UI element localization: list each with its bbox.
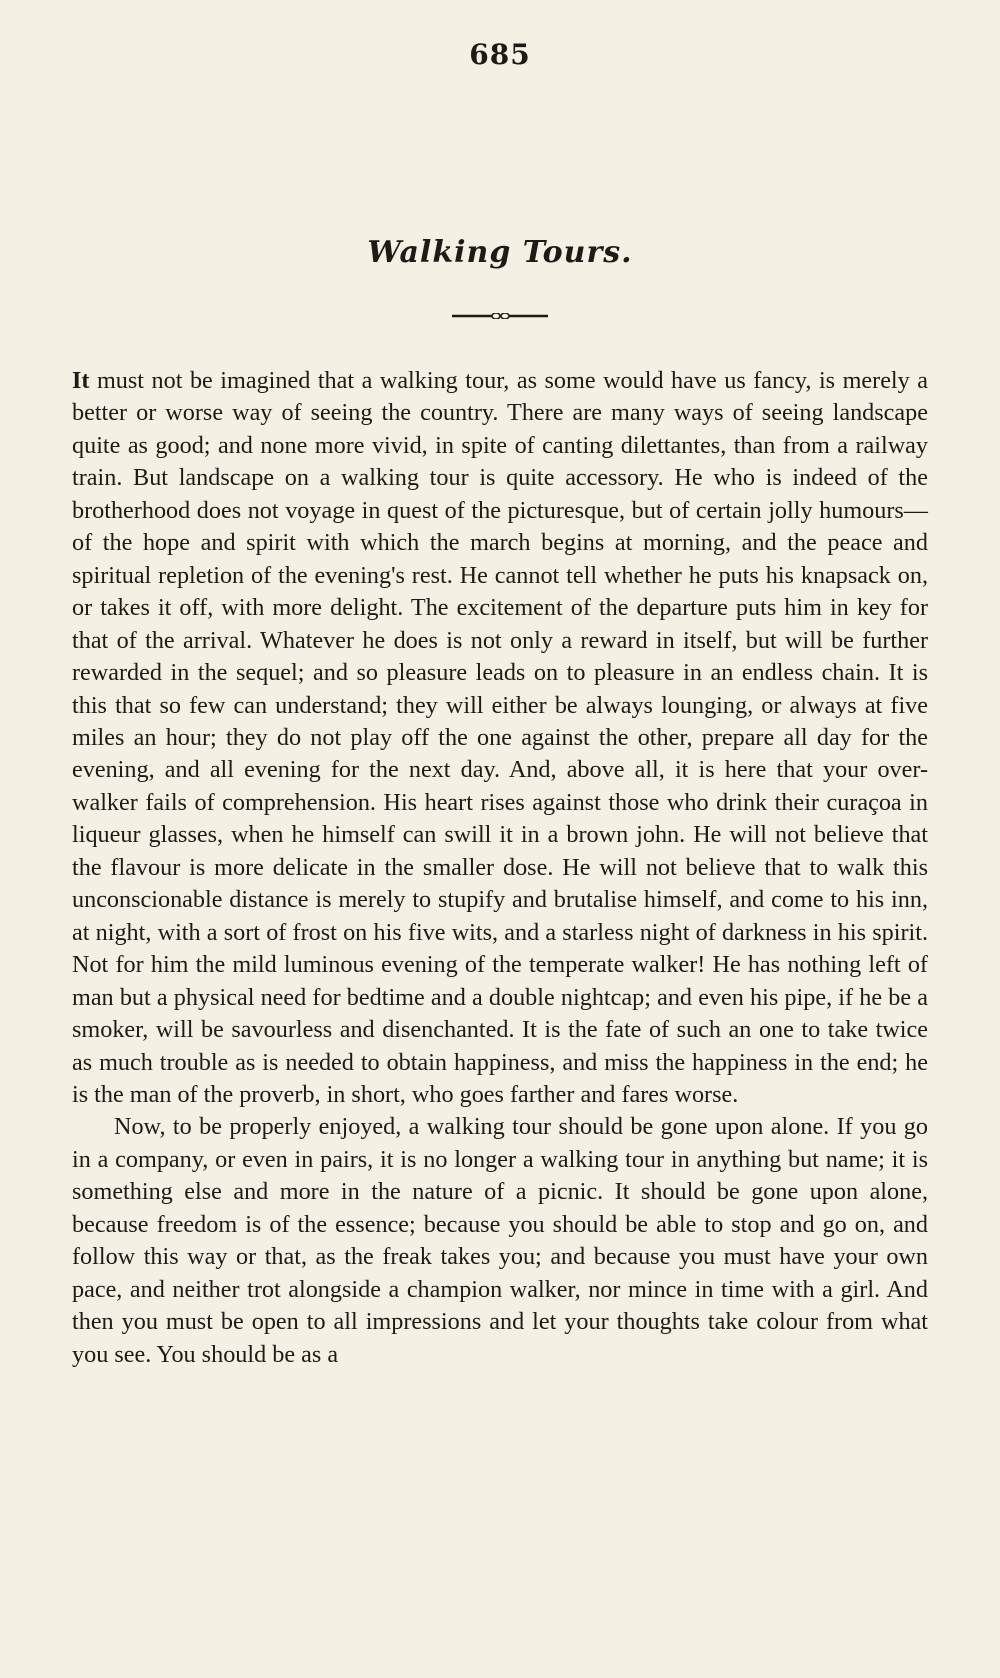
paragraph-text: must not be imagined that a walking tour, as some would have us fancy, is merely a better or worse way of seeing the country. There are many ways of seeing landscape quite as good; and none more vivid, in spite of canting dilettantes, than from a railway train. But landscape on a walking tour is quite accessory. He who is indeed of the brotherhood does not voyage in quest of the picturesque, but of certain jolly humours—of the hope and spirit with which the march begins at morning, and the peace and spiritual repletion of the evening's rest. He cannot tell whether he puts his knapsack on, or takes it off, with more delight. The excitement of the departure puts him in key for that of the arrival. Whatever he does is not only a reward in itself, but will be further rewarded in the sequel; and so pleasure leads on to pleasure in an endless chain. It is this that so few can understand; they will either be always lounging, or always at five miles an hour; they do not play off the one against the other, prepare all day for the evening, and all evening for the next day. And, above all, it is here that your over-walker fails of comprehension. His heart rises against those who drink their curaçoa in liqueur glasses, when he himself can swill it in a brown john. He will not believe that the flavour is more delicate in the smaller dose. He will not believe that to walk this unconscionable distance is merely to stupify and brutalise himself, and come to his inn, at night, with a sort of frost on his five wits, and a starless night of darkness in his spirit. Not for him the mild luminous evening of the temperate walker! He has nothing left of man but a physical need for bedtime and a double nightcap; and even his pipe, if he be a smoker, will be savourless and disenchanted. It is the fate of such an one to take twice as much trouble as is needed to obtain happiness, and miss the happiness in the end; he is the man of the proverb, in short, who goes farther and fares worse. bbox=[72, 367, 928, 1108]
body-text bbox=[72, 365, 928, 1371]
paragraph: Now, to be properly enjoyed, a walking tour should be gone upon alone. If you go in a company, or even in pairs, it is no longer a walking tour in anything but name; it is something else and more in the nature of a picnic. It should be gone upon alone, because freedom is of the essence; because you should be able to stop and go on, and follow this way or that, as the freak takes you; and because you must have your own pace, and neither trot alongside a champion walker, nor mince in time with a girl. And then you must be open to all impressions and let your thoughts take colour from what you see. You should be as a bbox=[72, 1113, 928, 1368]
chapter-title: Walking Tours. bbox=[367, 235, 633, 270]
ornament-rule bbox=[452, 313, 548, 319]
first-word: It bbox=[72, 367, 90, 394]
page-number: 685 bbox=[469, 38, 531, 71]
paragraph bbox=[72, 365, 928, 1111]
